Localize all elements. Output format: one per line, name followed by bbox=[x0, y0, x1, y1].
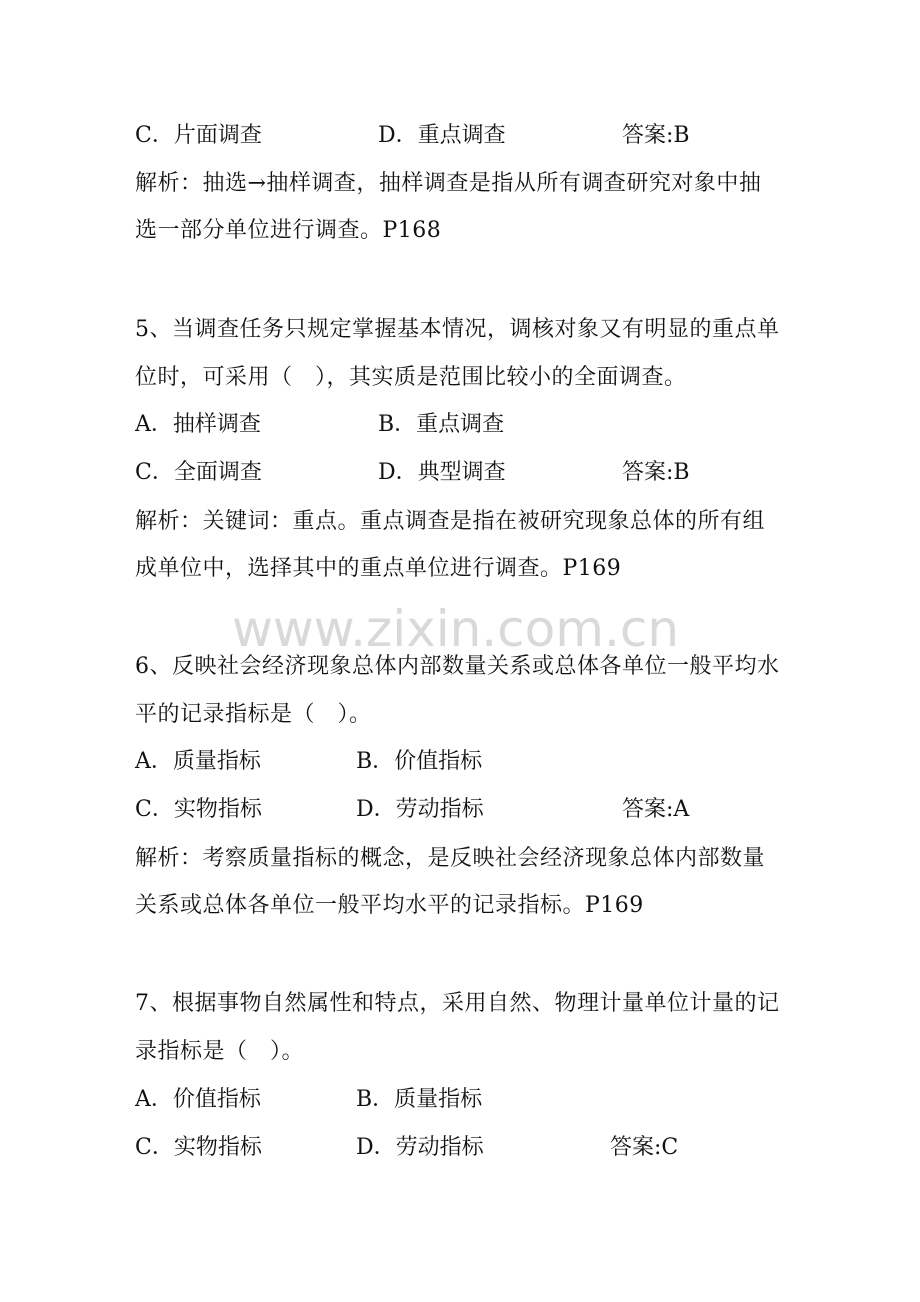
q7-option-c: C．实物指标 bbox=[135, 1135, 262, 1160]
q5-answer: 答案:B bbox=[622, 460, 690, 485]
q6-stem-line-1: 6、反映社会经济现象总体内部数量关系或总体各单位一般平均水 bbox=[135, 654, 780, 679]
q6-option-d: D．劳动指标 bbox=[356, 797, 484, 822]
q6-option-c: C．实物指标 bbox=[135, 797, 262, 822]
q7-stem-line-1: 7、根据事物自然属性和特点，采用自然、物理计量单位计量的记 bbox=[135, 991, 780, 1016]
q4-option-d: D．重点调查 bbox=[378, 123, 506, 148]
q5-option-d: D．典型调查 bbox=[378, 460, 506, 485]
q7-option-a: A．价值指标 bbox=[135, 1087, 261, 1112]
q5-option-c: C．全面调查 bbox=[135, 460, 262, 485]
q5-analysis-line-2: 成单位中，选择其中的重点单位进行调查。P169 bbox=[135, 556, 622, 581]
q4-answer: 答案:B bbox=[622, 123, 690, 148]
q5-option-a: A．抽样调查 bbox=[135, 412, 261, 437]
q4-analysis-line-1: 解析：抽选→抽样调查，抽样调查是指从所有调查研究对象中抽 bbox=[135, 171, 762, 196]
q6-stem-line-2: 平的记录指标是（ ）。 bbox=[135, 702, 372, 727]
q7-option-b: B．质量指标 bbox=[356, 1087, 483, 1112]
q6-analysis-line-2: 关系或总体各单位一般平均水平的记录指标。P169 bbox=[135, 893, 644, 918]
q4-option-c: C．片面调查 bbox=[135, 123, 262, 148]
q4-analysis-line-2: 选一部分单位进行调查。P168 bbox=[135, 218, 442, 243]
q6-analysis-line-1: 解析：考察质量指标的概念，是反映社会经济现象总体内部数量 bbox=[135, 846, 766, 871]
q5-stem-line-2: 位时，可采用（ ），其实质是范围比较小的全面调查。 bbox=[135, 365, 687, 390]
q5-analysis-line-1: 解析：关键词：重点。重点调查是指在被研究现象总体的所有组 bbox=[135, 509, 766, 534]
q6-answer: 答案:A bbox=[622, 797, 690, 822]
q5-option-b: B．重点调查 bbox=[378, 412, 505, 437]
q6-option-b: B．价值指标 bbox=[356, 749, 483, 774]
watermark: www.zixin.com.cn bbox=[232, 600, 680, 658]
q7-option-d: D．劳动指标 bbox=[356, 1135, 484, 1160]
q6-option-a: A．质量指标 bbox=[135, 749, 261, 774]
q7-stem-line-2: 录指标是（ ）。 bbox=[135, 1039, 305, 1064]
q7-answer: 答案:C bbox=[610, 1135, 679, 1160]
q5-stem-line-1: 5、当调查任务只规定掌握基本情况，调核对象又有明显的重点单 bbox=[135, 317, 780, 342]
